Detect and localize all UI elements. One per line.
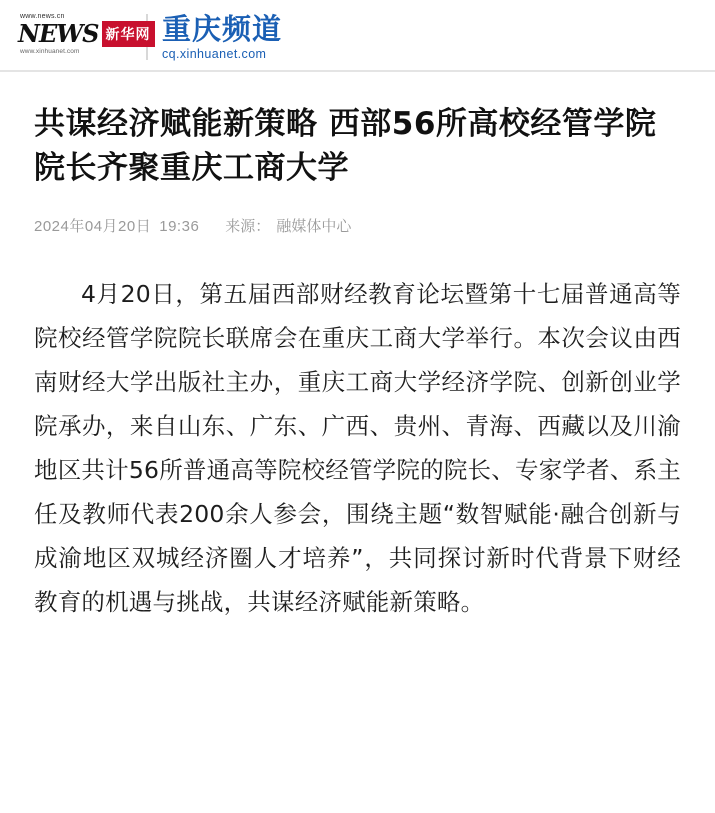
logo-url-top: www.news.cn — [20, 13, 65, 20]
header-bottom-rule — [0, 70, 715, 72]
article-paragraph: 4月20日，第五届西部财经教育论坛暨第十七届普通高等院校经管学院院长联席会在重庆工商大学举行。本次会议由西南财经大学出版社主办，重庆工商大学经济学院、创新创业学院承办，来自山东、广东、广西、贵州、青海、西藏以及川渝地区共计56所普通高等院校经管学院的院长、专家学者、系主任及教师代表200余人参会，围绕主题“数智赋能·融合创新与成渝地区双城经济圈人才培养”，共同探讨新时代背景下财经教育的机遇与挑战，共谋经济赋能新策略。 — [34, 280, 681, 616]
brand-logo-block[interactable] — [18, 10, 282, 62]
page-title: 共谋经济赋能新策略 西部56所高校经管学院院长齐聚重庆工商大学 — [34, 106, 657, 186]
site-header — [0, 0, 715, 72]
channel-name: 重庆频道 — [162, 12, 283, 46]
article-meta — [34, 216, 681, 238]
logo-url-bottom: www.xinhuanet.com — [20, 48, 80, 55]
logo-xinhua-badge: 新华网 — [102, 21, 155, 47]
article-container — [0, 72, 715, 624]
xinhua-news-logo-icon[interactable] — [18, 12, 151, 60]
channel-url: cq.xinhuanet.com — [162, 47, 267, 61]
publish-date: 2024年04月20日 — [34, 218, 152, 235]
source-label: 来源： — [225, 218, 271, 235]
logo-news-wordmark: NEWS — [18, 19, 99, 48]
article-body — [34, 272, 681, 624]
channel-block[interactable] — [162, 12, 282, 62]
publish-time: 19:36 — [159, 218, 200, 235]
source-value: 融媒体中心 — [276, 218, 352, 235]
